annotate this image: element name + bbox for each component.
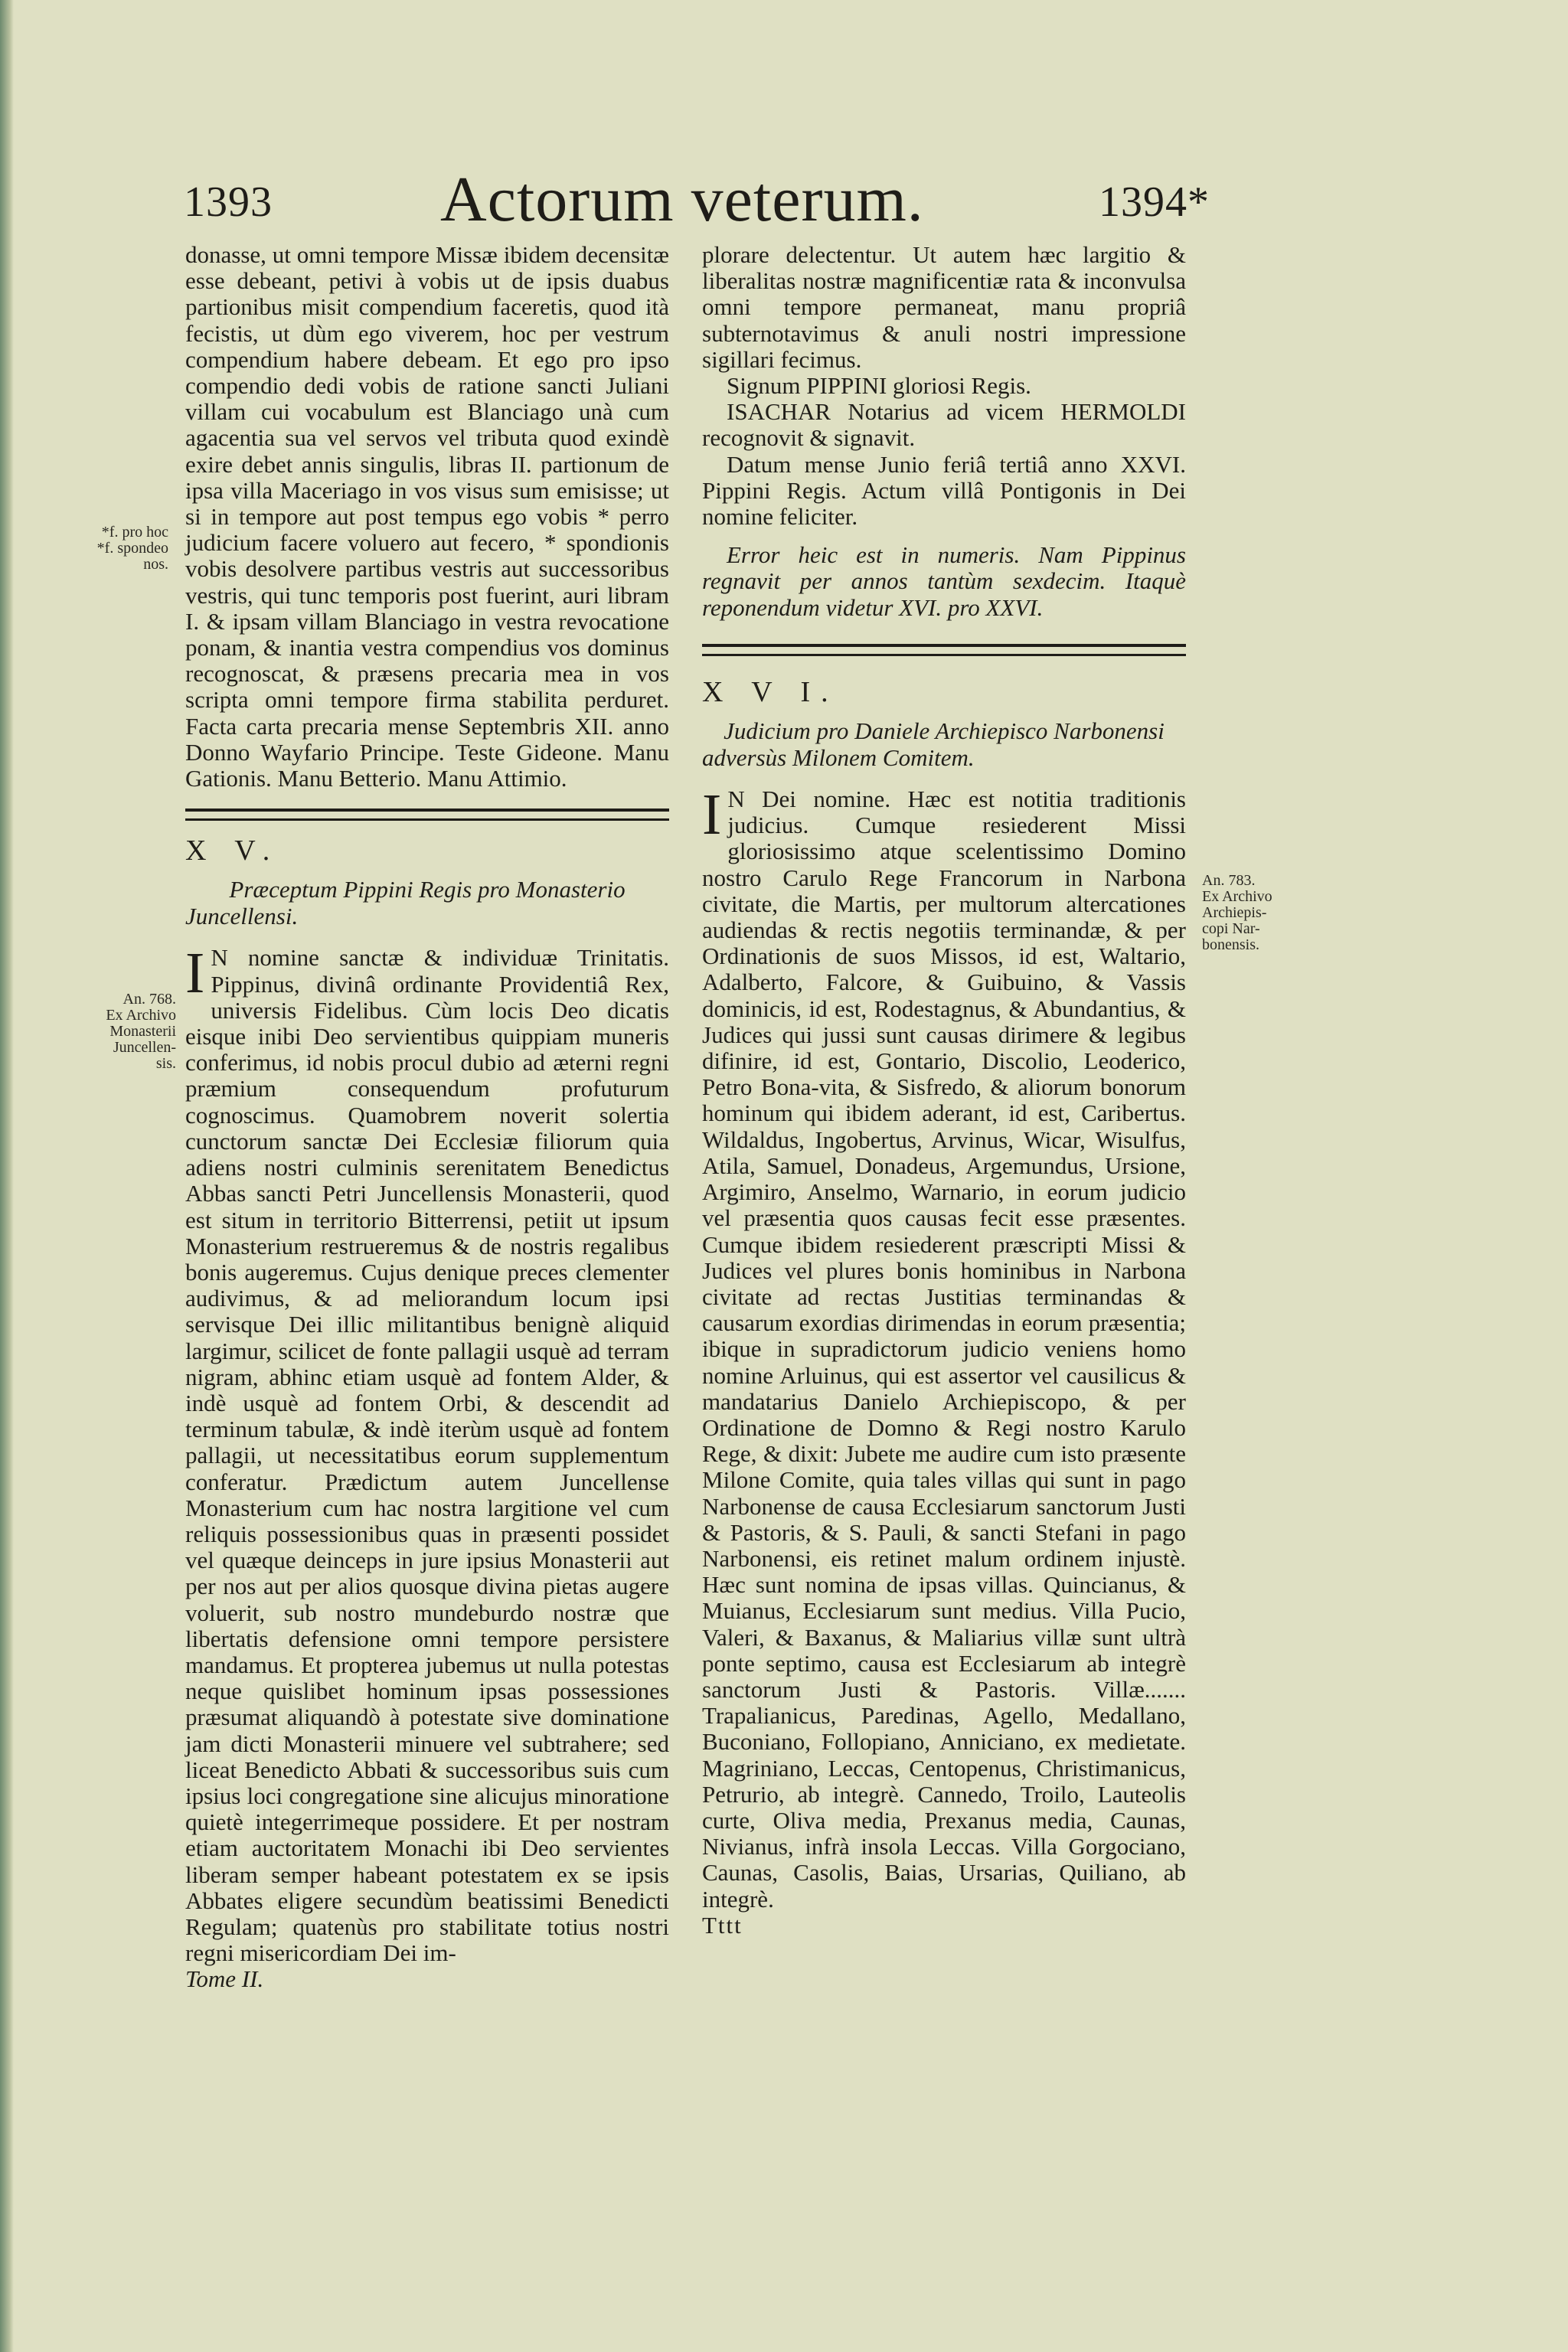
text-paragraph: [702, 782, 1186, 1913]
section-title: Judicium pro Daniele Archiepisco Narbonensi adversùs Milonem Comitem.: [702, 717, 1165, 772]
date-line: Datum mense Junio feriâ tertiâ anno XXVI. Pippini Regis. Actum villâ Pontigonis in Dei nomine feliciter.: [702, 450, 1186, 531]
section-title: Præceptum Pippini Regis pro Monasterio Juncellensi.: [185, 876, 626, 930]
drop-cap: I: [702, 782, 722, 848]
text-paragraph: plorare delectentur. Ut autem hæc largitio & liberalitas nostræ magnificentiæ rata & inconvulsa omni tempore permaneat, manu propriâ subternotavimus & anuli nostri impressione sigillari fecimus.: [702, 241, 1186, 373]
editor-note: Error heic est in numeris. Nam Pippinus regnavit per annos tantùm sexdecim. Itaquè reponendum videtur XVI. pro XXVI.: [702, 541, 1186, 621]
paragraph-body: N nomine sanctæ & individuæ Trinitatis. Pippinus, divinâ ordinante Providentiâ Rex, universis Fidelibus. Cùm locis Deo dicatis eisque inibi Deo servientibus quippiam muneris conferimus, id nobis procul dubio ad æterni regni præmium consequendum profuturum cognoscimus. Quamobrem noverit solertia cunctorum sanctæ Dei Ecclesiæ filiorum quia adiens nostri culminis serenitatem Benedictus Abbas sancti Petri Juncellensis Monasterii, quod est situm in territorio Bitterrensi, petiit ut ipsum Monasterium restrueremus & de nostris regalibus bonis augeremus. Cujus denique preces clementer audivimus, & ad meliorandum locum ipsi servisque Dei illic militantibus benignè aliquid largimur, scilicet de fonte pallagii usquè ad terram nigram, abhinc etiam usquè ad fontem Alder, & indè usquè ad fontem Orbi, & descendit ad terminum tabulæ, & indè iterùm usquè ad fontem pallagii, ut necessitatibus eorum supplementum conferatur. Prædictum autem Juncellense Monasterium cum hac nostra largitione vel cum reliquis possessionibus quas in præsenti possidet vel quæque deinceps in jure ipsius Monasterii aut per nos aut per alios quosque divina pietas augere voluerit, sub nostro mundeburdo nostræ que libertatis defensione omni tempore persistere mandamus. Et propterea jubemus ut nulla potestas neque quislibet hominum ipsas possessiones præsumat aliquandò à potestate sive dominatione jam dicti Monasterii minuere vel subtrahere; sed liceat Benedicto Abbati & successoribus suis cum ipsius loci congregatione sine alicujus minoratione quietè integerrimeque possidere. Et per nostram etiam auctoritatem Monachi ibi Deo servientes liberam semper habeant potestatem ex se ipsis Abbates eligere secundùm beatissimi Benedicti Regulam; quatenùs pro stabilitate totius nostri regni misericordiam Dei im-: [185, 944, 669, 1967]
right-column: [702, 242, 1186, 1939]
section-divider: [702, 644, 1186, 656]
signum-line: Signum PIPPINI gloriosi Regis.: [727, 372, 1031, 400]
page-number-right: 1394*: [1099, 178, 1210, 226]
section-number: X V I.: [702, 675, 839, 708]
text-paragraph: [185, 941, 669, 1967]
drop-cap: I: [185, 941, 205, 1006]
book-binding-edge: [0, 0, 14, 2352]
margin-note-correction: *f. pro hoc *f. spondeo nos.: [96, 524, 168, 573]
section-divider: [185, 808, 669, 821]
page-header: [0, 162, 1568, 247]
paragraph-body: N Dei nomine. Hæc est notitia traditionis judicius. Cumque resiederent Missi gloriosissimo atque scelentissimo Domino nostro Carulo Rege Francorum in Narbona civitate, die Martis, per multorum altercationes audiendas & rectis negotiis terminandæ, & per Ordinationis de suos Missos, id est, Waltario, Adalberto, Falcore, & Guibuino, & Vassis dominicis, id est, Rodestagnus, & Abundantius, & Judices qui jussi sunt causas dirimere & legibus difinire, id est, Gontario, Discolio, Leoderico, Petro Bona-vita, & Sisfredo, & aliorum bonorum hominum qui ibidem aderant, id est, Caribertus. Wildaldus, Ingobertus, Arvinus, Wicar, Wisulfus, Atila, Samuel, Donadeus, Argemundus, Ursione, Argimiro, Anselmo, Warnario, in eorum judicio vel præsentia quos causas fecit esse præsentes. Cumque ibidem resiederent præscripti Missi & Judices vel plures bonis hominibus in Narbona civitate ad rectas Justitias terminandas & causarum exordias dirimendas in eorum præsentia; ibique in supradictorum judicio veniens homo nomine Arluinus, qui est assertor vel causilicus & mandatarius Danielo Archiepiscopo, & per Ordinatione de Domno & Regi nostro Karulo Rege, & dixit: Jubete me audire cum isto præsente Milone Comite, quia tales villas qui sunt in pago Narbonense de causa Ecclesiarum sanctorum Justi & Pastoris, & S. Pauli, & sancti Stefani in pago Narbonensi, eis retinet malum ordinem injustè. Hæc sunt nomina de ipsas villas. Quincianus, & Muianus, Ecclesiarum sunt medius. Villa Pucio, Valeri, & Baxanus, & Maliarius villæ sunt ultrà ponte septimo, causa est Ecclesiarum ab integrè sanctorum Justi & Pastoris. Villæ....... Trapalianicus, Paredinas, Agello, Medallano, Buconiano, Follopiano, Anniciano, ex medietate. Magriniano, Leccas, Centopenus, Christimanicus, Petrurio, ab integrè. Cannedo, Troilo, Lauteolis curte, Oliva media, Prexanus media, Caunas, Nivianus, infrà insola Leccas. Villa Gorgociano, Caunas, Casolis, Baias, Ursarias, Quiliano, ab integrè.: [702, 786, 1186, 1913]
tome-label: Tome II.: [185, 1965, 264, 1993]
notary-line: ISACHAR Notarius ad vicem HERMOLDI recognovit & signavit.: [702, 398, 1186, 452]
section-number: X V.: [185, 835, 281, 867]
text-paragraph: donasse, ut omni tempore Missæ ibidem decensitæ esse debeant, petivi à vobis ut de ipsis duabus partionibus misit compendium faceretis, quod ità fecistis, ut dùm ego viverem, hoc per vestrum compendium habere debeam. Et ego pro ipso compendio dedi vobis de ratione sancti Juliani villam cui vocabulum est Blanciago unà cum agacentia sua vel servos vel tributa quod exindè exire debet annis singulis, libras II. partionum de ipsa villa Maceriago in vos visus sum emisisse; ut si in tempore aut post tempus ego vobis * perro judicium facere voluero aut fecero, * spondionis vobis desolvere partibus vestris aut successoribus vestris, qui tunc temporis post fuerint, auri libram I. & ipsam villam Blanciago in vestra revocatione ponam, & inantia vestra compendius vos dominus recognoscat, & præsens precaria mea in vos scripta omni tempore firma stabilita perduret. Facta carta precaria mense Septembris XII. anno Donno Wayfario Principe. Teste Gideone. Manu Gationis. Manu Betterio. Manu Attimio.: [185, 241, 669, 792]
left-column: [185, 242, 669, 1993]
page-number-left: 1393: [184, 178, 273, 226]
running-title: Actorum veterum.: [440, 164, 924, 235]
margin-note-date-783: An. 783. Ex Archivo Archiepis- copi Nar- bonensis.: [1202, 872, 1272, 953]
margin-note-date-768: An. 768. Ex Archivo Monasterii Juncellen- sis.: [106, 991, 176, 1072]
signature-mark: Tttt: [702, 1911, 743, 1939]
